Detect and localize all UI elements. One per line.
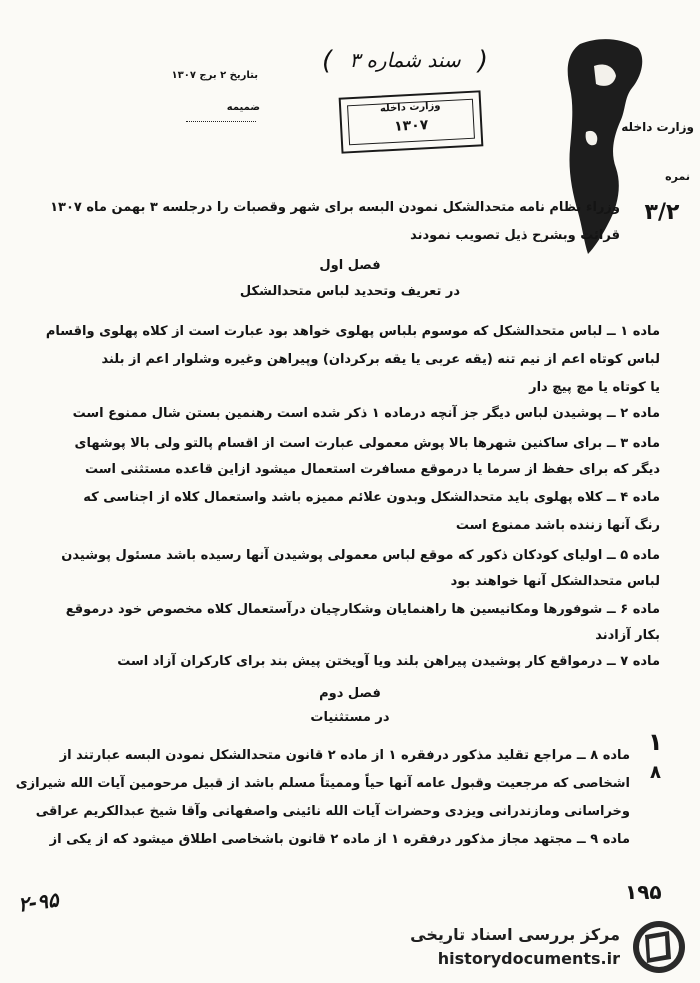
article-line: بكار آزادند [595,628,660,643]
exception-line: اشخاصى كه مرجعيت وقبول عامه آنها حياً ومميتاً مسلم باشد از قبيل مرحومين آيات الله شيرازى [15,776,630,791]
article-line: لباس كوتاه اعم از نيم تنه (يقه عربى يا يقه بركردان) وپيراهن وغيره وشلوار اعم از بلند [101,352,660,367]
article-line: يا كوتاه يا مچ پيچ دار [529,380,660,395]
date-line [118,70,258,81]
handwritten-date: ۲-۹۵ [16,887,61,917]
enclosure-dots [186,113,256,122]
article-line: رنگ آنها زننده باشد ممنوع است [455,518,660,533]
stamp-bottom-text: ۱۳۰۷ [393,117,429,135]
intro-line-1: وزراء نظام نامه متحدالشكل نمودن البسه براى شهر وقصبات را درجلسه ۳ بهمن ماه ۱۳۰۷ [50,200,620,215]
section-2-subtitle: در مستثنيات [310,710,390,725]
section-1-title: فصل اول [319,258,381,273]
article-line: ماده ۷ ــ درمواقع كار پوشيدن پيراهن بلند ويا آويختن پيش بند براى كاركران آزاد است [117,654,660,669]
enclosure-label: ضميمه [226,102,260,113]
watermark [400,913,695,978]
margin-mark: ۸ [650,762,661,783]
intro-line-2: قرائت وبشرح ذيل تصويب نمودند [410,228,620,243]
article-line: ديگر كه براى حفظ از سرما يا درموقع مسافرت استعمال ميشود ازاين قاعده مستثنى است [84,462,660,477]
document-number: ) سند شماره ۳ ( [330,48,480,78]
watermark-title: مركز بررسى اسناد تاريخى [410,925,620,944]
article-line: لباس متحدالشكل آنها خواهند بود [450,574,660,589]
exception-line: ماده ۸ ــ مراجع تقليد مذكور درفقره ۱ از ماده ۲ قانون متحدالشكل نمودن البسه عبارتند از [59,748,630,763]
article-line: ماده ۴ ــ كلاه پهلوى بايد متحدالشكل وبدون علائم مميزه باشد واستعمال كلاه از اجناسى كه [83,490,660,505]
emblem-icon [560,36,650,256]
exception-line: وخراسانى ومازندرانى ويزدى وحضرات آيات الله نائينى واصفهانى وآقا شيخ عبدالكريم عراقى [35,804,630,819]
article-line: ماده ۵ ــ اولياى كودكان ذكور كه موقع لباس معمولى پوشيدن آنها رسيده باشد مسئول پوشيدن [61,548,660,563]
number-label: نمره [665,170,690,183]
archive-logo-icon [631,919,687,975]
section-1-subtitle: در تعريف وتحديد لباس متحدالشكل [239,284,461,299]
ministry-label: وزارت داخله [621,120,694,134]
article-line: ماده ۱ ــ لباس متحدالشكل كه موسوم بلباس پهلوى خواهد بود عبارت است از كلاه پهلوى واقسام [45,324,660,339]
article-line: ماده ۳ ــ براى ساكنين شهرها بالا پوش معمولى عبارت است از اقسام پالتو ولى بالا پوشهاى [74,436,660,451]
article-line: ماده ۲ ــ پوشيدن لباس ديگر جز آنچه درماده ۱ ذكر شده است رهنمين بستن شال ممنوع است [72,406,660,421]
registry-stamp [339,90,484,153]
article-line: ماده ۶ ــ شوفورها ومكانيسين ها راهنمايان وشكارچيان درآستعمال كلاه مخصوص خود درموقع [65,602,660,617]
stamp-top-text: وزارت داخله [379,100,441,115]
watermark-url: historydocuments.ir [437,949,620,968]
date-text: بتاريخ ۲ برج ۱۳۰۷ [171,70,258,81]
enclosure-line [150,102,260,125]
margin-mark-fraction: ۳/۲ [644,200,680,225]
page-number: ۱۹۵ [625,880,662,904]
exception-line: ماده ۹ ــ مجتهد مجاز مذكور درفقره ۱ از ماده ۲ قانون باشخاصى اطلاق ميشود كه از يكى از [49,832,630,847]
section-2-title: فصل دوم [319,686,381,701]
margin-mark: ۱ [648,728,663,756]
